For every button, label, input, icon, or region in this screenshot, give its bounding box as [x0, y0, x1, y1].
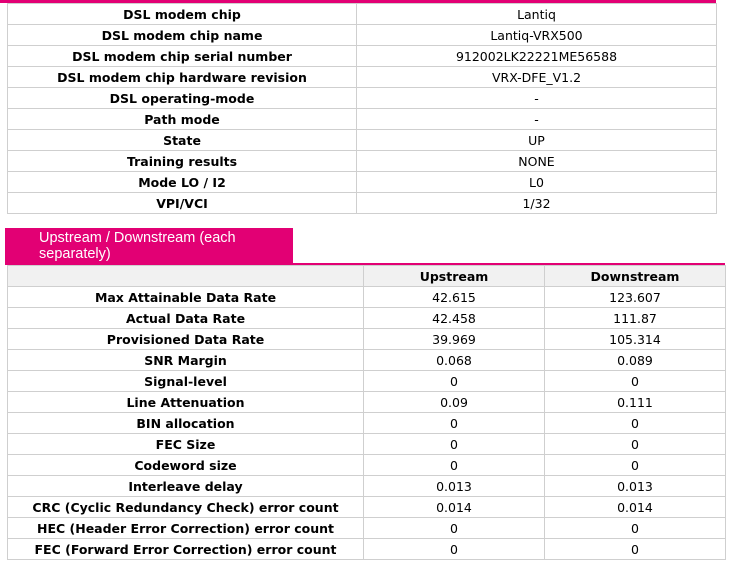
table-row: [8, 287, 726, 308]
rates-row-downstream-value: 0: [545, 413, 726, 434]
rates-row-upstream-value: 0: [364, 413, 545, 434]
info-row-label: Mode LO / I2: [8, 172, 357, 193]
rates-row-downstream-value: 0: [545, 371, 726, 392]
rates-header-label: [8, 266, 364, 287]
table-row: [8, 392, 726, 413]
table-row: [8, 67, 717, 88]
table-row: [8, 109, 717, 130]
table-row: [8, 413, 726, 434]
table-row: [8, 25, 717, 46]
rates-row-downstream-value: 123.607: [545, 287, 726, 308]
rates-table: [7, 265, 726, 560]
info-row-value: UP: [357, 130, 717, 151]
rates-row-label: Actual Data Rate: [8, 308, 364, 329]
info-row-value: -: [357, 109, 717, 130]
table-row: [8, 476, 726, 497]
dsl-info-table-body: [8, 4, 717, 214]
table-row: [8, 130, 717, 151]
rates-row-downstream-value: 0.111: [545, 392, 726, 413]
rates-row-label: FEC Size: [8, 434, 364, 455]
info-row-value: L0: [357, 172, 717, 193]
rates-row-label: Provisioned Data Rate: [8, 329, 364, 350]
rates-row-upstream-value: 0: [364, 518, 545, 539]
rates-row-downstream-value: 0: [545, 539, 726, 560]
table-row: [8, 46, 717, 67]
rates-row-downstream-value: 0: [545, 455, 726, 476]
info-row-label: DSL modem chip name: [8, 25, 357, 46]
table-row: [8, 371, 726, 392]
rates-row-label: HEC (Header Error Correction) error count: [8, 518, 364, 539]
rates-row-downstream-value: 105.314: [545, 329, 726, 350]
rates-row-upstream-value: 39.969: [364, 329, 545, 350]
rates-row-upstream-value: 0.09: [364, 392, 545, 413]
section-tab-upstream-downstream: [5, 228, 293, 263]
rates-row-label: SNR Margin: [8, 350, 364, 371]
rates-row-upstream-value: 42.615: [364, 287, 545, 308]
table-row: [8, 434, 726, 455]
rates-header-downstream: Downstream: [545, 266, 726, 287]
rates-row-upstream-value: 0.068: [364, 350, 545, 371]
info-row-label: DSL modem chip: [8, 4, 357, 25]
rates-row-upstream-value: 42.458: [364, 308, 545, 329]
info-row-label: DSL modem chip serial number: [8, 46, 357, 67]
table-row: [8, 193, 717, 214]
rates-row-upstream-value: 0.013: [364, 476, 545, 497]
info-row-value: -: [357, 88, 717, 109]
info-row-label: Training results: [8, 151, 357, 172]
rates-row-downstream-value: 0: [545, 518, 726, 539]
rates-header-upstream: Upstream: [364, 266, 545, 287]
info-row-label: VPI/VCI: [8, 193, 357, 214]
section-title-line1: Upstream / Downstream (each: [39, 230, 236, 246]
rates-row-upstream-value: 0: [364, 539, 545, 560]
table-row: [8, 518, 726, 539]
section-title-line2: separately): [39, 246, 111, 262]
rates-row-upstream-value: 0: [364, 434, 545, 455]
rates-row-upstream-value: 0.014: [364, 497, 545, 518]
table-row: [8, 172, 717, 193]
rates-row-downstream-value: 0.089: [545, 350, 726, 371]
rates-row-label: Interleave delay: [8, 476, 364, 497]
table-row: [8, 350, 726, 371]
info-row-value: VRX-DFE_V1.2: [357, 67, 717, 88]
rates-row-label: Max Attainable Data Rate: [8, 287, 364, 308]
info-row-value: 912002LK22221ME56588: [357, 46, 717, 67]
dsl-info-table: [7, 3, 717, 214]
table-row: [8, 308, 726, 329]
rates-row-downstream-value: 0.013: [545, 476, 726, 497]
rates-table-body: [8, 287, 726, 560]
table-row: [8, 4, 717, 25]
rates-row-upstream-value: 0: [364, 455, 545, 476]
table-row: [8, 88, 717, 109]
info-row-label: DSL modem chip hardware revision: [8, 67, 357, 88]
table-row: [8, 329, 726, 350]
info-row-value: 1/32: [357, 193, 717, 214]
rates-row-downstream-value: 0.014: [545, 497, 726, 518]
info-row-value: Lantiq-VRX500: [357, 25, 717, 46]
rates-row-label: Codeword size: [8, 455, 364, 476]
rates-row-label: BIN allocation: [8, 413, 364, 434]
table-row: [8, 497, 726, 518]
info-row-label: Path mode: [8, 109, 357, 130]
rates-row-label: Line Attenuation: [8, 392, 364, 413]
table-row: [8, 151, 717, 172]
rates-row-label: CRC (Cyclic Redundancy Check) error count: [8, 497, 364, 518]
info-row-label: State: [8, 130, 357, 151]
table-row: [8, 455, 726, 476]
rates-row-label: Signal-level: [8, 371, 364, 392]
table-row: [8, 539, 726, 560]
info-row-value: NONE: [357, 151, 717, 172]
rates-row-downstream-value: 111.87: [545, 308, 726, 329]
rates-row-upstream-value: 0: [364, 371, 545, 392]
info-row-value: Lantiq: [357, 4, 717, 25]
rates-row-label: FEC (Forward Error Correction) error count: [8, 539, 364, 560]
rates-row-downstream-value: 0: [545, 434, 726, 455]
rates-table-header-row: [8, 266, 726, 287]
info-row-label: DSL operating-mode: [8, 88, 357, 109]
